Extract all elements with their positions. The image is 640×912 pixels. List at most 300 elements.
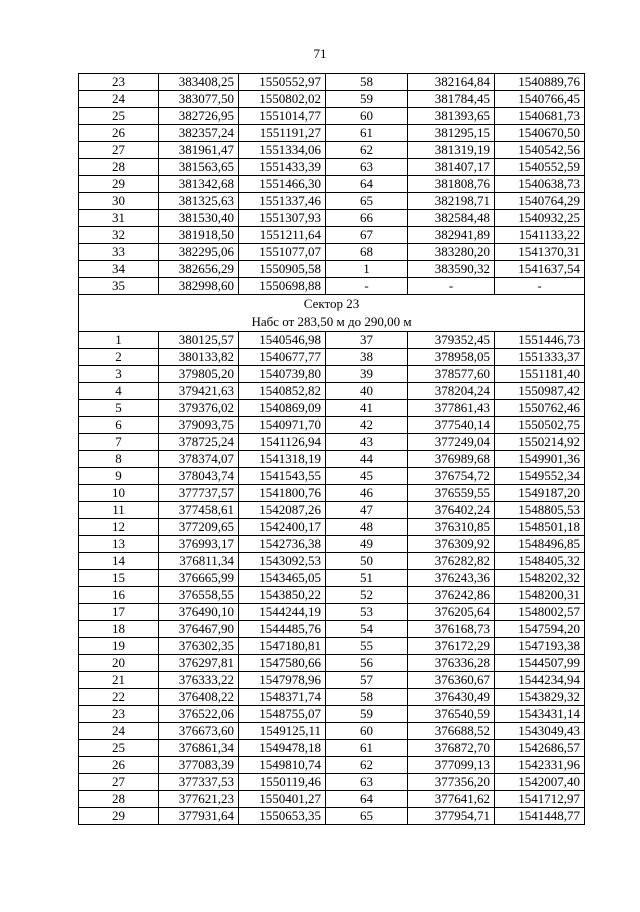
point-number-cell: 54 [326,621,408,638]
point-number-cell: 25 [79,740,159,757]
table-row [79,74,585,91]
coordinate-cell: 1548202,32 [495,570,585,587]
coordinate-cell: 1550214,92 [495,434,585,451]
coordinate-cell: 382584,48 [408,210,495,227]
coordinate-cell: 382998,60 [159,278,239,295]
coordinate-cell: 1550698,88 [239,278,326,295]
coordinate-cell: 376310,85 [408,519,495,536]
point-number-cell: 56 [326,655,408,672]
point-number-cell: 52 [326,587,408,604]
point-number-cell: 44 [326,451,408,468]
coordinate-cell: 1547978,96 [239,672,326,689]
sector-header [79,295,585,332]
coordinate-cell: 383280,20 [408,244,495,261]
table-row [79,176,585,193]
table-row [79,193,585,210]
point-number-cell: 35 [79,278,159,295]
coordinate-cell: 1550119,46 [239,774,326,791]
table-row [79,502,585,519]
coordinate-cell: 376688,52 [408,723,495,740]
coordinate-cell: 1549901,36 [495,451,585,468]
coordinate-cell: 376754,72 [408,468,495,485]
coordinate-cell: 1551433,39 [239,159,326,176]
table-row [79,706,585,723]
point-number-cell: 30 [79,193,159,210]
coordinate-cell: 376558,55 [159,587,239,604]
coordinate-cell: 381342,68 [159,176,239,193]
coordinate-cell: 1549125,11 [239,723,326,740]
point-number-cell: 46 [326,485,408,502]
coordinate-cell: 376540,59 [408,706,495,723]
coordinate-cell: 381808,76 [408,176,495,193]
point-number-cell: 15 [79,570,159,587]
point-number-cell: 32 [79,227,159,244]
point-number-cell: 4 [79,383,159,400]
table-row [79,672,585,689]
coordinate-cell: 1550401,27 [239,791,326,808]
coordinate-cell: 1543049,43 [495,723,585,740]
coordinate-cell: 381530,40 [159,210,239,227]
point-number-cell: 37 [326,332,408,349]
coordinate-cell: 1550552,97 [239,74,326,91]
point-number-cell: 5 [79,400,159,417]
point-number-cell: 61 [326,740,408,757]
table-row [79,553,585,570]
table-row [79,638,585,655]
point-number-cell: 16 [79,587,159,604]
coordinate-cell: 380125,57 [159,332,239,349]
point-number-cell: - [326,278,408,295]
point-number-cell: 45 [326,468,408,485]
point-number-cell: 33 [79,244,159,261]
point-number-cell: 62 [326,757,408,774]
coordinate-cell: 376205,64 [408,604,495,621]
coordinate-cell: 377337,53 [159,774,239,791]
coordinate-cell: 376490,10 [159,604,239,621]
coordinate-cell: 1551334,06 [239,142,326,159]
coordinate-cell: 376673,60 [159,723,239,740]
coordinate-cell: 1548371,74 [239,689,326,706]
coordinate-cell: 1541543,55 [239,468,326,485]
coordinate-cell: 376336,28 [408,655,495,672]
coordinates-block-2 [79,332,585,825]
coordinate-cell: 383077,50 [159,91,239,108]
point-number-cell: 51 [326,570,408,587]
point-number-cell: 65 [326,193,408,210]
coordinate-cell: 381563,65 [159,159,239,176]
coordinate-cell: 1549478,18 [239,740,326,757]
point-number-cell: 13 [79,536,159,553]
coordinate-cell: 382198,71 [408,193,495,210]
coordinate-cell: 378577,60 [408,366,495,383]
coordinate-cell: 1544485,76 [239,621,326,638]
point-number-cell: 7 [79,434,159,451]
point-number-cell: 59 [326,91,408,108]
coordinate-cell: 381393,65 [408,108,495,125]
point-number-cell: 26 [79,125,159,142]
coordinate-cell: 1540971,70 [239,417,326,434]
point-number-cell: 58 [326,689,408,706]
coordinate-cell: 1543850,22 [239,587,326,604]
coordinate-cell: 377861,43 [408,400,495,417]
coordinate-cell: 376360,67 [408,672,495,689]
table-row [79,808,585,825]
coordinate-cell: 1540677,77 [239,349,326,366]
coordinate-cell: 381961,47 [159,142,239,159]
point-number-cell: 49 [326,536,408,553]
point-number-cell: 10 [79,485,159,502]
point-number-cell: 20 [79,655,159,672]
point-number-cell: 12 [79,519,159,536]
point-number-cell: 8 [79,451,159,468]
table-row [79,261,585,278]
coordinate-cell: 382357,24 [159,125,239,142]
table-row [79,655,585,672]
coordinate-cell: 376168,73 [408,621,495,638]
coordinate-cell: 1540552,59 [495,159,585,176]
coordinates-table [78,73,585,825]
table-row [79,349,585,366]
point-number-cell: 24 [79,723,159,740]
coordinate-cell: 1544244,19 [239,604,326,621]
coordinate-cell: 1541637,54 [495,261,585,278]
coordinate-cell: 377083,39 [159,757,239,774]
coordinate-cell: 376467,90 [159,621,239,638]
coordinate-cell: 379093,75 [159,417,239,434]
coordinate-cell: 1549552,34 [495,468,585,485]
coordinate-cell: 1543431,14 [495,706,585,723]
coordinate-cell: 378043,74 [159,468,239,485]
point-number-cell: 61 [326,125,408,142]
point-number-cell: 55 [326,638,408,655]
point-number-cell: 64 [326,791,408,808]
point-number-cell: 62 [326,142,408,159]
coordinate-cell: 379376,02 [159,400,239,417]
table-row [79,536,585,553]
coordinate-cell: 376993,17 [159,536,239,553]
coordinate-cell: 377209,65 [159,519,239,536]
coordinates-block-1 [79,74,585,295]
table-row [79,723,585,740]
point-number-cell: 41 [326,400,408,417]
coordinate-cell: 382295,06 [159,244,239,261]
coordinate-cell: 376989,68 [408,451,495,468]
point-number-cell: 60 [326,108,408,125]
table-row [79,278,585,295]
coordinate-cell: 378204,24 [408,383,495,400]
coordinate-cell: 1551466,30 [239,176,326,193]
coordinate-cell: 377540,14 [408,417,495,434]
coordinate-cell: 377458,61 [159,502,239,519]
point-number-cell: 18 [79,621,159,638]
table-row [79,417,585,434]
coordinate-cell: 1550762,46 [495,400,585,417]
coordinate-cell: 1543829,32 [495,689,585,706]
table-row [79,244,585,261]
coordinate-cell: 376242,86 [408,587,495,604]
table-row [79,434,585,451]
point-number-cell: 11 [79,502,159,519]
point-number-cell: 58 [326,74,408,91]
coordinate-cell: 1540739,80 [239,366,326,383]
coordinate-cell: 382656,29 [159,261,239,278]
coordinate-cell: 376243,36 [408,570,495,587]
coordinate-cell: 382164,84 [408,74,495,91]
coordinate-cell: 376522,06 [159,706,239,723]
coordinate-cell: 383408,25 [159,74,239,91]
point-number-cell: 27 [79,774,159,791]
coordinate-cell: 1540766,45 [495,91,585,108]
point-number-cell: 63 [326,774,408,791]
point-number-cell: 50 [326,553,408,570]
point-number-cell: 1 [326,261,408,278]
table-row [79,604,585,621]
coordinate-cell: 378725,24 [159,434,239,451]
coordinate-cell: 381784,45 [408,91,495,108]
coordinate-cell: 1548501,18 [495,519,585,536]
point-number-cell: 39 [326,366,408,383]
coordinate-cell: 1547193,38 [495,638,585,655]
point-number-cell: 64 [326,176,408,193]
table-row [79,519,585,536]
coordinate-cell: 1547594,20 [495,621,585,638]
point-number-cell: 3 [79,366,159,383]
coordinate-cell: 376430,49 [408,689,495,706]
coordinate-cell: 376172,29 [408,638,495,655]
coordinate-cell: 1541712,97 [495,791,585,808]
coordinate-cell: 1540889,76 [495,74,585,91]
table-row [79,485,585,502]
point-number-cell: 38 [326,349,408,366]
table-row [79,757,585,774]
coordinate-cell: 1547580,66 [239,655,326,672]
coordinate-cell: 1550905,58 [239,261,326,278]
coordinate-cell: 381325,63 [159,193,239,210]
coordinate-cell: 1541370,31 [495,244,585,261]
point-number-cell: 66 [326,210,408,227]
coordinate-cell: 377931,64 [159,808,239,825]
coordinate-cell: 1551014,77 [239,108,326,125]
coordinate-cell: 1540852,82 [239,383,326,400]
coordinate-cell: 1541126,94 [239,434,326,451]
coordinate-cell: 376282,82 [408,553,495,570]
coordinate-cell: 377099,13 [408,757,495,774]
coordinate-cell: 1548496,85 [495,536,585,553]
coordinate-cell: 376402,24 [408,502,495,519]
coordinate-cell: 1551077,07 [239,244,326,261]
table-row [79,332,585,349]
point-number-cell: 1 [79,332,159,349]
table-row [79,91,585,108]
point-number-cell: 59 [326,706,408,723]
coordinate-cell: 1540670,50 [495,125,585,142]
coordinate-cell: 382941,89 [408,227,495,244]
point-number-cell: 21 [79,672,159,689]
coordinate-cell: 377249,04 [408,434,495,451]
coordinate-cell: 1551446,73 [495,332,585,349]
coordinate-cell: 380133,82 [159,349,239,366]
coordinate-cell: 1540764,29 [495,193,585,210]
point-number-cell: 29 [79,176,159,193]
coordinate-cell: 376297,81 [159,655,239,672]
coordinate-cell: 376872,70 [408,740,495,757]
coordinate-cell: 376861,34 [159,740,239,757]
coordinate-cell: 376811,34 [159,553,239,570]
coordinate-cell: 377621,23 [159,791,239,808]
coordinate-cell: 1542400,17 [239,519,326,536]
point-number-cell: 27 [79,142,159,159]
coordinate-cell: 1550653,35 [239,808,326,825]
table-row [79,366,585,383]
coordinate-cell: 376309,92 [408,536,495,553]
point-number-cell: 2 [79,349,159,366]
coordinate-cell: 381295,15 [408,125,495,142]
coordinate-cell: 376408,22 [159,689,239,706]
table-row [79,570,585,587]
coordinate-cell: 1549187,20 [495,485,585,502]
point-number-cell: 63 [326,159,408,176]
coordinate-cell: 1541800,76 [239,485,326,502]
sector-subtitle: Набс от 283,50 м до 290,00 м [79,313,585,332]
table-row [79,400,585,417]
table-row [79,142,585,159]
coordinate-cell: 379352,45 [408,332,495,349]
coordinate-cell: 1540638,73 [495,176,585,193]
coordinate-cell: 377356,20 [408,774,495,791]
coordinate-cell: 1548755,07 [239,706,326,723]
point-number-cell: 29 [79,808,159,825]
coordinate-cell: 379805,20 [159,366,239,383]
coordinate-cell: 1540932,25 [495,210,585,227]
point-number-cell: 43 [326,434,408,451]
table-row [79,159,585,176]
table-row [79,468,585,485]
coordinate-cell: 1551337,46 [239,193,326,210]
coordinate-cell: 1540869,09 [239,400,326,417]
coordinate-cell: 1543465,05 [239,570,326,587]
coordinate-cell: 1541133,22 [495,227,585,244]
coordinate-cell: 378374,07 [159,451,239,468]
coordinate-cell: 1551307,93 [239,210,326,227]
coordinate-cell: 1542736,38 [239,536,326,553]
point-number-cell: 42 [326,417,408,434]
page-number: 71 [313,46,327,61]
coordinate-cell: 383590,32 [408,261,495,278]
point-number-cell: 31 [79,210,159,227]
coordinate-cell: 381407,17 [408,159,495,176]
coordinate-cell: 381918,50 [159,227,239,244]
coordinate-cell: 376559,55 [408,485,495,502]
table-row [79,740,585,757]
coordinate-cell: 1547180,81 [239,638,326,655]
coordinate-cell: 1541448,77 [495,808,585,825]
table-row [79,125,585,142]
point-number-cell: 6 [79,417,159,434]
point-number-cell: 34 [79,261,159,278]
sector-title: Сектор 23 [79,295,585,314]
table-row [79,587,585,604]
coordinate-cell: 1542087,26 [239,502,326,519]
table-row [79,383,585,400]
coordinate-cell: 381319,19 [408,142,495,159]
coordinate-cell: 1550987,42 [495,383,585,400]
point-number-cell: 23 [79,706,159,723]
point-number-cell: 9 [79,468,159,485]
point-number-cell: 19 [79,638,159,655]
coordinate-cell: 1551181,40 [495,366,585,383]
table-row [79,451,585,468]
coordinate-cell: 1542331,96 [495,757,585,774]
coordinate-cell: 1548405,32 [495,553,585,570]
coordinate-cell: 378958,05 [408,349,495,366]
coordinate-cell: 1548200,31 [495,587,585,604]
table-row [79,227,585,244]
coordinate-cell: 1551211,64 [239,227,326,244]
point-number-cell: 14 [79,553,159,570]
point-number-cell: 26 [79,757,159,774]
coordinate-cell: 382726,95 [159,108,239,125]
coordinate-cell: 1548805,53 [495,502,585,519]
point-number-cell: 17 [79,604,159,621]
coordinate-cell: 1551333,37 [495,349,585,366]
point-number-cell: 28 [79,791,159,808]
coordinate-cell: 376665,99 [159,570,239,587]
coordinate-cell: 1550502,75 [495,417,585,434]
coordinate-cell: - [495,278,585,295]
coordinate-cell: 1550802,02 [239,91,326,108]
point-number-cell: 57 [326,672,408,689]
coordinate-cell: 1544507,99 [495,655,585,672]
table-row [79,774,585,791]
coordinate-cell: 376302,35 [159,638,239,655]
coordinate-cell: 1543092,53 [239,553,326,570]
point-number-cell: 23 [79,74,159,91]
coordinate-cell: 1549810,74 [239,757,326,774]
point-number-cell: 24 [79,91,159,108]
point-number-cell: 48 [326,519,408,536]
table-row [79,210,585,227]
point-number-cell: 40 [326,383,408,400]
point-number-cell: 22 [79,689,159,706]
coordinate-cell: 1542686,57 [495,740,585,757]
coordinate-cell: 1540681,73 [495,108,585,125]
coordinate-cell: 377737,57 [159,485,239,502]
coordinate-cell: 1548002,57 [495,604,585,621]
coordinate-cell: 1540546,98 [239,332,326,349]
coordinate-cell: 376333,22 [159,672,239,689]
coordinate-cell: 1542007,40 [495,774,585,791]
coordinate-cell: 1540542,56 [495,142,585,159]
point-number-cell: 53 [326,604,408,621]
coordinate-cell: - [408,278,495,295]
coordinate-cell: 377641,62 [408,791,495,808]
table-row [79,108,585,125]
point-number-cell: 25 [79,108,159,125]
point-number-cell: 47 [326,502,408,519]
table-row [79,689,585,706]
point-number-cell: 67 [326,227,408,244]
coordinate-cell: 379421,63 [159,383,239,400]
coordinate-cell: 1541318,19 [239,451,326,468]
point-number-cell: 65 [326,808,408,825]
point-number-cell: 60 [326,723,408,740]
table-row [79,791,585,808]
coordinate-cell: 377954,71 [408,808,495,825]
point-number-cell: 68 [326,244,408,261]
coordinate-cell: 1544234,94 [495,672,585,689]
point-number-cell: 28 [79,159,159,176]
table-row [79,621,585,638]
